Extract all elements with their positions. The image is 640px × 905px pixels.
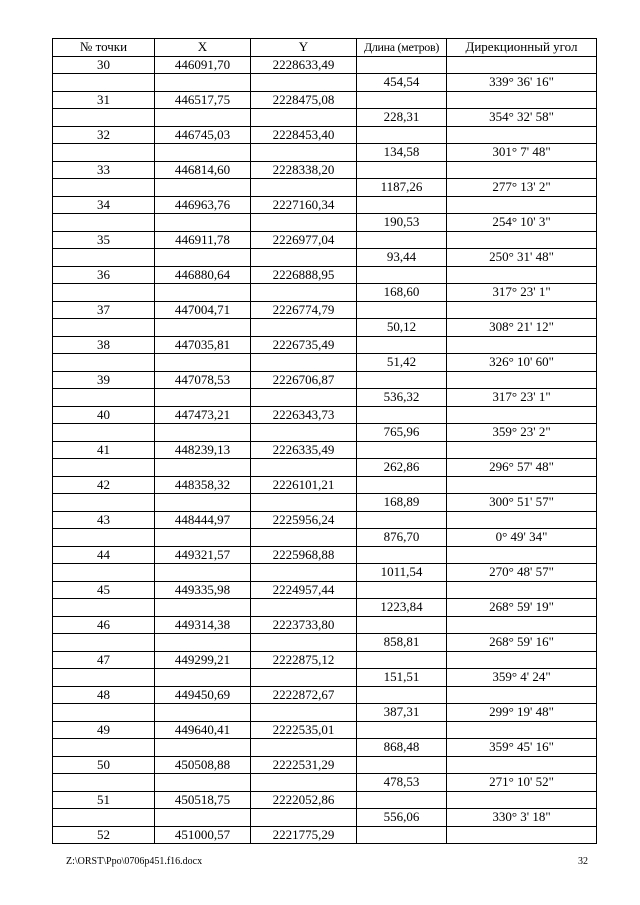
y-coordinate-cell: 2228338,20 [251, 161, 357, 179]
x-coordinate-cell: 449299,21 [155, 651, 251, 669]
empty-cell [447, 371, 597, 389]
table-row [53, 826, 597, 844]
angle-cell: 359° 4' 24" [447, 669, 597, 687]
x-coordinate-cell: 446091,70 [155, 56, 251, 74]
table-row [53, 144, 597, 162]
empty-cell [53, 249, 155, 267]
empty-cell [251, 354, 357, 372]
y-coordinate-cell: 2222052,86 [251, 791, 357, 809]
angle-cell: 317° 23' 1" [447, 284, 597, 302]
point-number-cell: 34 [53, 196, 155, 214]
table-row [53, 109, 597, 127]
empty-cell [53, 774, 155, 792]
length-cell: 478,53 [357, 774, 447, 792]
empty-cell [357, 336, 447, 354]
table-row [53, 791, 597, 809]
table-row [53, 686, 597, 704]
table-row [53, 634, 597, 652]
y-coordinate-cell: 2227160,34 [251, 196, 357, 214]
point-number-cell: 39 [53, 371, 155, 389]
angle-cell: 270° 48' 57" [447, 564, 597, 582]
y-coordinate-cell: 2222875,12 [251, 651, 357, 669]
y-coordinate-cell: 2228453,40 [251, 126, 357, 144]
table-row [53, 564, 597, 582]
empty-cell [447, 231, 597, 249]
table-row [53, 441, 597, 459]
empty-cell [251, 774, 357, 792]
point-number-cell: 48 [53, 686, 155, 704]
y-coordinate-cell: 2224957,44 [251, 581, 357, 599]
y-coordinate-cell: 2226888,95 [251, 266, 357, 284]
table-row [53, 91, 597, 109]
table-row [53, 389, 597, 407]
angle-cell: 330° 3' 18" [447, 809, 597, 827]
length-cell: 876,70 [357, 529, 447, 547]
x-coordinate-cell: 449450,69 [155, 686, 251, 704]
x-coordinate-cell: 448239,13 [155, 441, 251, 459]
empty-cell [251, 284, 357, 302]
angle-cell: 277° 13' 2" [447, 179, 597, 197]
empty-cell [357, 686, 447, 704]
table-row [53, 266, 597, 284]
footer-file-path: Z:\ORST\Ppo\0706p451.f16.docx [66, 856, 203, 867]
empty-cell [155, 144, 251, 162]
empty-cell [447, 511, 597, 529]
empty-cell [447, 266, 597, 284]
empty-cell [155, 459, 251, 477]
point-number-cell: 41 [53, 441, 155, 459]
table-row [53, 651, 597, 669]
y-coordinate-cell: 2226706,87 [251, 371, 357, 389]
header-length: Длина (метров) [357, 39, 447, 57]
point-number-cell: 46 [53, 616, 155, 634]
angle-cell: 254° 10' 3" [447, 214, 597, 232]
length-cell: 1011,54 [357, 564, 447, 582]
empty-cell [447, 336, 597, 354]
empty-cell [447, 406, 597, 424]
angle-cell: 268° 59' 16" [447, 634, 597, 652]
empty-cell [155, 634, 251, 652]
empty-cell [357, 476, 447, 494]
table-row [53, 406, 597, 424]
x-coordinate-cell: 447004,71 [155, 301, 251, 319]
length-cell: 765,96 [357, 424, 447, 442]
x-coordinate-cell: 446963,76 [155, 196, 251, 214]
empty-cell [251, 634, 357, 652]
angle-cell: 308° 21' 12" [447, 319, 597, 337]
y-coordinate-cell: 2226735,49 [251, 336, 357, 354]
point-number-cell: 43 [53, 511, 155, 529]
empty-cell [251, 319, 357, 337]
x-coordinate-cell: 447078,53 [155, 371, 251, 389]
empty-cell [251, 459, 357, 477]
y-coordinate-cell: 2222531,29 [251, 756, 357, 774]
x-coordinate-cell: 446911,78 [155, 231, 251, 249]
empty-cell [53, 634, 155, 652]
empty-cell [447, 616, 597, 634]
x-coordinate-cell: 447473,21 [155, 406, 251, 424]
table-row [53, 424, 597, 442]
point-number-cell: 47 [53, 651, 155, 669]
empty-cell [155, 599, 251, 617]
length-cell: 1223,84 [357, 599, 447, 617]
empty-cell [155, 284, 251, 302]
page-number: 32 [578, 856, 588, 867]
empty-cell [155, 214, 251, 232]
table-row [53, 809, 597, 827]
empty-cell [53, 704, 155, 722]
table-row [53, 214, 597, 232]
table-row [53, 739, 597, 757]
y-coordinate-cell: 2225956,24 [251, 511, 357, 529]
empty-cell [53, 739, 155, 757]
empty-cell [447, 546, 597, 564]
table-header-row [53, 39, 597, 57]
empty-cell [155, 739, 251, 757]
angle-cell: 250° 31' 48" [447, 249, 597, 267]
y-coordinate-cell: 2222872,67 [251, 686, 357, 704]
angle-cell: 268° 59' 19" [447, 599, 597, 617]
x-coordinate-cell: 446517,75 [155, 91, 251, 109]
empty-cell [447, 791, 597, 809]
empty-cell [447, 56, 597, 74]
empty-cell [357, 196, 447, 214]
header-point-number: № точки [53, 39, 155, 57]
empty-cell [447, 126, 597, 144]
table-row [53, 371, 597, 389]
angle-cell: 271° 10' 52" [447, 774, 597, 792]
empty-cell [53, 809, 155, 827]
empty-cell [357, 161, 447, 179]
empty-cell [251, 249, 357, 267]
empty-cell [155, 319, 251, 337]
table-row [53, 126, 597, 144]
empty-cell [53, 354, 155, 372]
y-coordinate-cell: 2226977,04 [251, 231, 357, 249]
empty-cell [251, 144, 357, 162]
empty-cell [251, 389, 357, 407]
table-row [53, 581, 597, 599]
angle-cell: 300° 51' 57" [447, 494, 597, 512]
point-number-cell: 31 [53, 91, 155, 109]
empty-cell [357, 406, 447, 424]
angle-cell: 359° 23' 2" [447, 424, 597, 442]
length-cell: 868,48 [357, 739, 447, 757]
length-cell: 262,86 [357, 459, 447, 477]
angle-cell: 339° 36' 16" [447, 74, 597, 92]
empty-cell [155, 494, 251, 512]
header-angle: Дирекционный угол [447, 39, 597, 57]
empty-cell [155, 564, 251, 582]
table-row [53, 74, 597, 92]
empty-cell [357, 581, 447, 599]
empty-cell [53, 424, 155, 442]
angle-cell: 299° 19' 48" [447, 704, 597, 722]
y-coordinate-cell: 2223733,80 [251, 616, 357, 634]
point-number-cell: 51 [53, 791, 155, 809]
empty-cell [357, 546, 447, 564]
empty-cell [357, 791, 447, 809]
point-number-cell: 33 [53, 161, 155, 179]
table-row [53, 669, 597, 687]
table-row [53, 529, 597, 547]
table-row [53, 336, 597, 354]
point-number-cell: 38 [53, 336, 155, 354]
length-cell: 387,31 [357, 704, 447, 722]
angle-cell: 301° 7' 48" [447, 144, 597, 162]
empty-cell [447, 651, 597, 669]
empty-cell [251, 809, 357, 827]
empty-cell [447, 756, 597, 774]
table-row [53, 179, 597, 197]
empty-cell [155, 354, 251, 372]
point-number-cell: 49 [53, 721, 155, 739]
y-coordinate-cell: 2226101,21 [251, 476, 357, 494]
point-number-cell: 30 [53, 56, 155, 74]
length-cell: 50,12 [357, 319, 447, 337]
empty-cell [155, 74, 251, 92]
length-cell: 536,32 [357, 389, 447, 407]
angle-cell: 296° 57' 48" [447, 459, 597, 477]
empty-cell [53, 459, 155, 477]
y-coordinate-cell: 2221775,29 [251, 826, 357, 844]
empty-cell [53, 319, 155, 337]
empty-cell [53, 669, 155, 687]
y-coordinate-cell: 2225968,88 [251, 546, 357, 564]
table-row [53, 546, 597, 564]
angle-cell: 326° 10' 60" [447, 354, 597, 372]
length-cell: 134,58 [357, 144, 447, 162]
x-coordinate-cell: 451000,57 [155, 826, 251, 844]
table-row [53, 354, 597, 372]
empty-cell [53, 179, 155, 197]
table-row [53, 476, 597, 494]
table-row [53, 511, 597, 529]
empty-cell [53, 599, 155, 617]
empty-cell [357, 371, 447, 389]
empty-cell [357, 441, 447, 459]
empty-cell [251, 704, 357, 722]
length-cell: 190,53 [357, 214, 447, 232]
table-row [53, 284, 597, 302]
y-coordinate-cell: 2222535,01 [251, 721, 357, 739]
y-coordinate-cell: 2226335,49 [251, 441, 357, 459]
empty-cell [53, 284, 155, 302]
point-number-cell: 40 [53, 406, 155, 424]
table-row [53, 301, 597, 319]
empty-cell [447, 826, 597, 844]
empty-cell [155, 704, 251, 722]
empty-cell [357, 651, 447, 669]
x-coordinate-cell: 449314,38 [155, 616, 251, 634]
empty-cell [251, 739, 357, 757]
empty-cell [155, 389, 251, 407]
x-coordinate-cell: 448444,97 [155, 511, 251, 529]
empty-cell [251, 669, 357, 687]
y-coordinate-cell: 2226343,73 [251, 406, 357, 424]
length-cell: 556,06 [357, 809, 447, 827]
empty-cell [251, 494, 357, 512]
empty-cell [447, 301, 597, 319]
x-coordinate-cell: 448358,32 [155, 476, 251, 494]
length-cell: 51,42 [357, 354, 447, 372]
empty-cell [251, 214, 357, 232]
empty-cell [357, 266, 447, 284]
point-number-cell: 37 [53, 301, 155, 319]
empty-cell [251, 599, 357, 617]
x-coordinate-cell: 446745,03 [155, 126, 251, 144]
length-cell: 454,54 [357, 74, 447, 92]
empty-cell [447, 686, 597, 704]
empty-cell [251, 74, 357, 92]
empty-cell [447, 476, 597, 494]
point-number-cell: 42 [53, 476, 155, 494]
empty-cell [53, 564, 155, 582]
length-cell: 228,31 [357, 109, 447, 127]
empty-cell [53, 144, 155, 162]
angle-cell: 354° 32' 58" [447, 109, 597, 127]
empty-cell [251, 424, 357, 442]
empty-cell [53, 214, 155, 232]
table-row [53, 704, 597, 722]
empty-cell [155, 774, 251, 792]
empty-cell [155, 109, 251, 127]
empty-cell [357, 56, 447, 74]
table-row [53, 161, 597, 179]
empty-cell [447, 441, 597, 459]
x-coordinate-cell: 450518,75 [155, 791, 251, 809]
table-row [53, 721, 597, 739]
header-x: X [155, 39, 251, 57]
empty-cell [251, 564, 357, 582]
empty-cell [155, 529, 251, 547]
empty-cell [155, 424, 251, 442]
table-row [53, 616, 597, 634]
angle-cell: 317° 23' 1" [447, 389, 597, 407]
empty-cell [251, 179, 357, 197]
header-y: Y [251, 39, 357, 57]
empty-cell [447, 196, 597, 214]
empty-cell [357, 91, 447, 109]
x-coordinate-cell: 446880,64 [155, 266, 251, 284]
point-number-cell: 44 [53, 546, 155, 564]
x-coordinate-cell: 446814,60 [155, 161, 251, 179]
table-row [53, 494, 597, 512]
coordinates-table [52, 38, 597, 844]
angle-cell: 0° 49' 34" [447, 529, 597, 547]
empty-cell [53, 494, 155, 512]
empty-cell [357, 231, 447, 249]
angle-cell: 359° 45' 16" [447, 739, 597, 757]
y-coordinate-cell: 2228475,08 [251, 91, 357, 109]
length-cell: 858,81 [357, 634, 447, 652]
empty-cell [357, 511, 447, 529]
table-row [53, 459, 597, 477]
empty-cell [155, 669, 251, 687]
point-number-cell: 32 [53, 126, 155, 144]
table-row [53, 196, 597, 214]
x-coordinate-cell: 449640,41 [155, 721, 251, 739]
x-coordinate-cell: 449335,98 [155, 581, 251, 599]
empty-cell [251, 109, 357, 127]
table-row [53, 231, 597, 249]
table-body [53, 56, 597, 844]
table-row [53, 56, 597, 74]
empty-cell [357, 301, 447, 319]
empty-cell [155, 179, 251, 197]
y-coordinate-cell: 2228633,49 [251, 56, 357, 74]
table-row [53, 249, 597, 267]
point-number-cell: 52 [53, 826, 155, 844]
y-coordinate-cell: 2226774,79 [251, 301, 357, 319]
empty-cell [155, 809, 251, 827]
empty-cell [53, 109, 155, 127]
x-coordinate-cell: 447035,81 [155, 336, 251, 354]
empty-cell [53, 529, 155, 547]
point-number-cell: 36 [53, 266, 155, 284]
table-row [53, 319, 597, 337]
length-cell: 168,89 [357, 494, 447, 512]
table-row [53, 774, 597, 792]
x-coordinate-cell: 449321,57 [155, 546, 251, 564]
table-row [53, 756, 597, 774]
empty-cell [447, 161, 597, 179]
empty-cell [53, 389, 155, 407]
length-cell: 1187,26 [357, 179, 447, 197]
empty-cell [357, 126, 447, 144]
empty-cell [357, 721, 447, 739]
length-cell: 168,60 [357, 284, 447, 302]
empty-cell [53, 74, 155, 92]
empty-cell [447, 721, 597, 739]
empty-cell [357, 826, 447, 844]
empty-cell [357, 616, 447, 634]
empty-cell [155, 249, 251, 267]
length-cell: 151,51 [357, 669, 447, 687]
empty-cell [357, 756, 447, 774]
point-number-cell: 50 [53, 756, 155, 774]
length-cell: 93,44 [357, 249, 447, 267]
empty-cell [447, 91, 597, 109]
point-number-cell: 45 [53, 581, 155, 599]
empty-cell [447, 581, 597, 599]
table-row [53, 599, 597, 617]
point-number-cell: 35 [53, 231, 155, 249]
x-coordinate-cell: 450508,88 [155, 756, 251, 774]
empty-cell [251, 529, 357, 547]
